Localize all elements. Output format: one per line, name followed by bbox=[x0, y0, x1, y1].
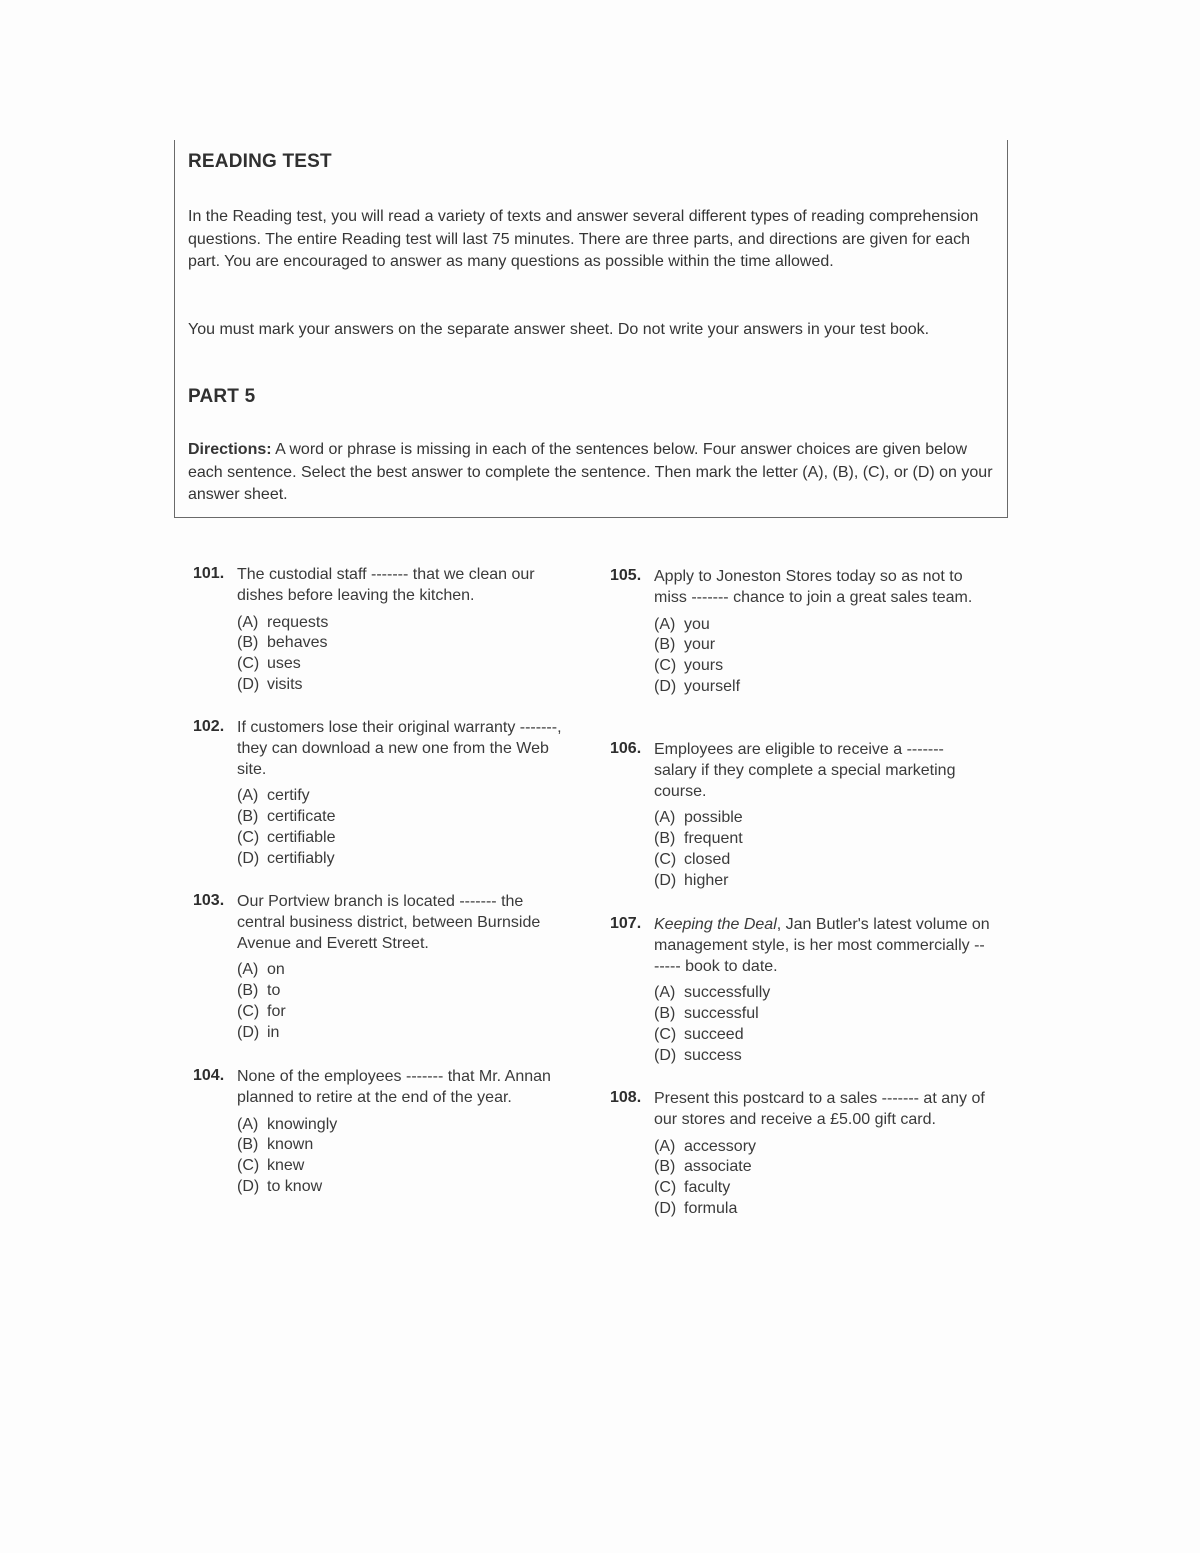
option-letter: (B) bbox=[654, 1158, 676, 1176]
option-d[interactable] bbox=[654, 871, 990, 892]
question-103 bbox=[193, 892, 573, 1044]
option-b[interactable] bbox=[237, 1135, 573, 1156]
option-text: yourself bbox=[684, 677, 741, 695]
answer-options bbox=[237, 786, 573, 869]
question-text bbox=[654, 915, 990, 977]
question-text: None of the employees ------- that Mr. Annan planned to retire at the end of the year. bbox=[237, 1068, 551, 1106]
option-text: accessory bbox=[684, 1137, 757, 1155]
option-a[interactable] bbox=[237, 786, 573, 807]
option-letter: (B) bbox=[654, 830, 676, 848]
question-number: 103. bbox=[193, 892, 225, 909]
option-text: behaves bbox=[267, 634, 328, 652]
option-a[interactable] bbox=[654, 983, 990, 1004]
option-text: visits bbox=[267, 675, 303, 693]
option-text: knew bbox=[267, 1157, 305, 1175]
option-letter: (B) bbox=[237, 634, 259, 652]
option-b[interactable] bbox=[654, 1157, 990, 1178]
option-text: to bbox=[267, 982, 281, 1000]
option-text: higher bbox=[684, 871, 729, 889]
question-number: 104. bbox=[193, 1067, 225, 1084]
option-d[interactable] bbox=[654, 677, 990, 698]
answer-options bbox=[237, 960, 573, 1043]
option-c[interactable] bbox=[237, 1002, 573, 1023]
option-b[interactable] bbox=[654, 635, 990, 656]
option-letter: (C) bbox=[237, 1157, 260, 1175]
option-text: your bbox=[684, 636, 716, 654]
option-letter: (B) bbox=[654, 636, 676, 654]
question-102 bbox=[193, 718, 573, 870]
option-b[interactable] bbox=[237, 633, 573, 654]
option-b[interactable] bbox=[237, 981, 573, 1002]
question-text-rest: , Jan Butler's latest volume on management style, is her most commercially ------- book to date. bbox=[654, 916, 990, 975]
option-a[interactable] bbox=[654, 1137, 990, 1158]
option-c[interactable] bbox=[654, 1178, 990, 1199]
option-letter: (D) bbox=[237, 1023, 260, 1041]
option-a[interactable] bbox=[654, 808, 990, 829]
option-a[interactable] bbox=[237, 613, 573, 634]
part-title: PART 5 bbox=[188, 386, 256, 407]
option-letter: (A) bbox=[654, 1137, 676, 1155]
option-text: associate bbox=[684, 1158, 752, 1176]
option-d[interactable] bbox=[237, 675, 573, 696]
option-letter: (B) bbox=[237, 808, 259, 826]
option-a[interactable] bbox=[237, 1115, 573, 1136]
question-number: 106. bbox=[610, 740, 642, 757]
option-text: possible bbox=[684, 809, 743, 827]
question-number: 105. bbox=[610, 567, 642, 584]
option-letter: (B) bbox=[237, 1136, 259, 1154]
question-number: 101. bbox=[193, 565, 225, 582]
option-letter: (C) bbox=[654, 850, 677, 868]
option-text: yours bbox=[684, 657, 724, 675]
answer-sheet-paragraph: You must mark your answers on the separate answer sheet. Do not write your answers in your test book. bbox=[188, 321, 930, 338]
book-title: Keeping the Deal bbox=[654, 916, 777, 933]
option-letter: (A) bbox=[237, 961, 259, 979]
option-a[interactable] bbox=[237, 960, 573, 981]
answer-options bbox=[654, 615, 990, 698]
option-letter: (B) bbox=[654, 1005, 676, 1023]
option-letter: (A) bbox=[654, 615, 676, 633]
option-text: successful bbox=[684, 1005, 759, 1023]
option-letter: (D) bbox=[654, 1046, 677, 1064]
option-text: faculty bbox=[684, 1179, 731, 1197]
question-101 bbox=[193, 565, 573, 696]
option-letter: (D) bbox=[237, 849, 260, 867]
option-text: to know bbox=[267, 1177, 323, 1195]
option-letter: (A) bbox=[654, 984, 676, 1002]
option-letter: (C) bbox=[654, 657, 677, 675]
option-text: certify bbox=[267, 787, 310, 805]
option-text: succeed bbox=[684, 1025, 744, 1043]
option-letter: (C) bbox=[654, 1179, 677, 1197]
option-text: requests bbox=[267, 613, 329, 631]
option-b[interactable] bbox=[237, 807, 573, 828]
question-text: The custodial staff ------- that we clean our dishes before leaving the kitchen. bbox=[237, 566, 535, 604]
option-text: closed bbox=[684, 850, 731, 868]
option-text: for bbox=[267, 1002, 286, 1020]
option-text: knowingly bbox=[267, 1115, 338, 1133]
question-107 bbox=[610, 915, 990, 1067]
directions-text: A word or phrase is missing in each of the sentences below. Four answer choices are given below each sentence. Select the best answer to complete the sentence. Then mark the letter (A), (B), (C), or (D) on your answer sheet. bbox=[188, 441, 993, 503]
option-letter: (A) bbox=[237, 787, 259, 805]
option-letter: (D) bbox=[654, 677, 677, 695]
option-b[interactable] bbox=[654, 1004, 990, 1025]
option-text: on bbox=[267, 961, 285, 979]
option-letter: (C) bbox=[237, 828, 260, 846]
answer-options bbox=[237, 1115, 573, 1198]
question-text: Employees are eligible to receive a ------- salary if they complete a special marketing course. bbox=[654, 741, 956, 800]
option-text: success bbox=[684, 1046, 742, 1064]
question-number: 102. bbox=[193, 718, 225, 735]
option-letter: (C) bbox=[237, 655, 260, 673]
question-text: Our Portview branch is located ------- the central business district, between Burnside Avenue and Everett Street. bbox=[237, 893, 541, 952]
answer-options bbox=[654, 808, 990, 891]
intro-paragraph: In the Reading test, you will read a variety of texts and answer several different types of reading comprehension questions. The entire Reading test will last 75 minutes. There are three parts, and directions are given for each part. You are encouraged to answer as many questions as possible within the time allowed. bbox=[188, 208, 979, 270]
option-letter: (D) bbox=[654, 1199, 677, 1217]
directions-paragraph bbox=[188, 439, 998, 507]
option-c[interactable] bbox=[654, 850, 990, 871]
answer-options bbox=[654, 983, 990, 1066]
reading-test-title: READING TEST bbox=[188, 151, 332, 172]
question-number: 107. bbox=[610, 915, 642, 932]
question-105 bbox=[610, 567, 990, 698]
option-text: certificate bbox=[267, 808, 336, 826]
option-d[interactable] bbox=[237, 1177, 573, 1198]
option-text: in bbox=[267, 1023, 280, 1041]
option-letter: (B) bbox=[237, 982, 259, 1000]
option-text: certifiable bbox=[267, 828, 336, 846]
question-text: Apply to Joneston Stores today so as not to miss ------- chance to join a great sales team. bbox=[654, 568, 973, 606]
question-number: 108. bbox=[610, 1089, 642, 1106]
option-c[interactable] bbox=[237, 654, 573, 675]
option-c[interactable] bbox=[237, 828, 573, 849]
answer-options bbox=[237, 613, 573, 696]
option-letter: (C) bbox=[237, 1002, 260, 1020]
question-text: If customers lose their original warranty -------, they can download a new one from the Web site. bbox=[237, 719, 562, 778]
option-d[interactable] bbox=[237, 849, 573, 870]
option-text: certifiably bbox=[267, 849, 335, 867]
option-d[interactable] bbox=[654, 1199, 990, 1220]
option-text: successfully bbox=[684, 984, 771, 1002]
option-c[interactable] bbox=[237, 1156, 573, 1177]
option-text: uses bbox=[267, 655, 301, 673]
option-letter: (A) bbox=[237, 613, 259, 631]
question-108 bbox=[610, 1089, 990, 1220]
question-text: Present this postcard to a sales ------- at any of our stores and receive a £5.00 gift card. bbox=[654, 1090, 985, 1128]
option-d[interactable] bbox=[237, 1023, 573, 1044]
question-106 bbox=[610, 740, 990, 892]
option-letter: (A) bbox=[654, 809, 676, 827]
option-a[interactable] bbox=[654, 615, 990, 636]
option-letter: (D) bbox=[237, 675, 260, 693]
option-text: known bbox=[267, 1136, 314, 1154]
option-c[interactable] bbox=[654, 1025, 990, 1046]
directions-label: Directions: bbox=[188, 441, 272, 458]
option-letter: (A) bbox=[237, 1115, 259, 1133]
question-104 bbox=[193, 1067, 573, 1198]
answer-options bbox=[654, 1137, 990, 1220]
option-letter: (D) bbox=[237, 1177, 260, 1195]
option-letter: (C) bbox=[654, 1025, 677, 1043]
option-b[interactable] bbox=[654, 829, 990, 850]
option-letter: (D) bbox=[654, 871, 677, 889]
option-text: frequent bbox=[684, 830, 743, 848]
option-d[interactable] bbox=[654, 1046, 990, 1067]
option-text: you bbox=[684, 615, 710, 633]
option-text: formula bbox=[684, 1199, 738, 1217]
option-c[interactable] bbox=[654, 656, 990, 677]
